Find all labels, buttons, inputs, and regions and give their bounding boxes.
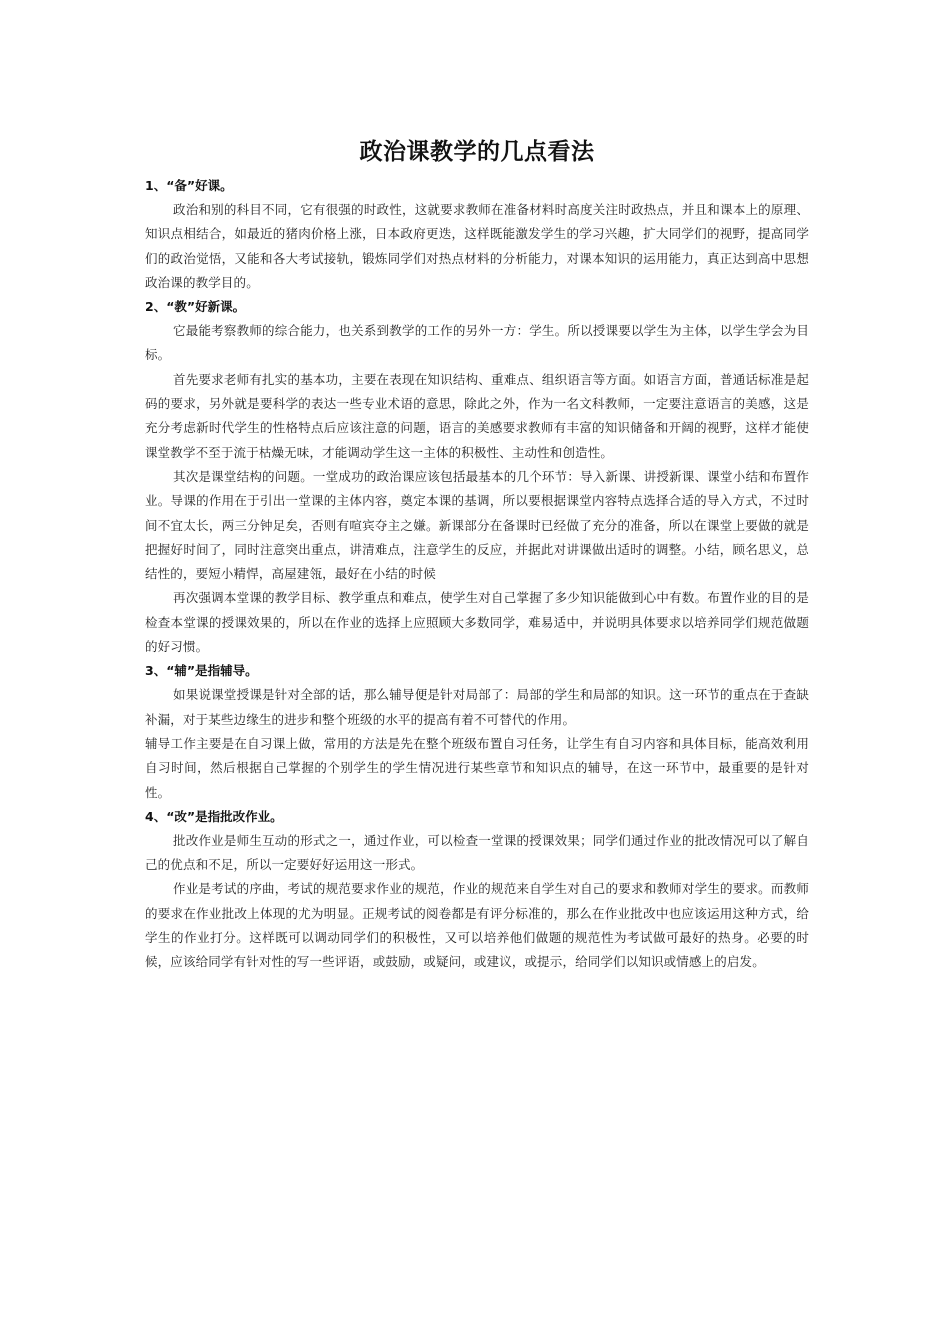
document-title: 政治课教学的几点看法 [359, 139, 595, 165]
paragraph: 批改作业是师生互动的形式之一，通过作业，可以检查一堂课的授课效果；同学们通过作业的批改情况可以了解自己的优点和不足，所以一定要好好运用这一形式。 [145, 832, 809, 873]
section-heading: 1、“备”好课。 [145, 178, 233, 193]
section-1 [145, 174, 809, 295]
paragraph: 它最能考察教师的综合能力，也关系到教学的工作的另外一方：学生。所以授课要以学生为主体，以学生学会为目标。 [145, 323, 809, 363]
paragraph: 如果说课堂授课是针对全部的话，那么辅导便是针对局部了：局部的学生和局部的知识。这一环节的重点在于查缺补漏，对于某些边缘生的进步和整个班级的水平的提高有着不可替代的作用。 [145, 687, 809, 727]
section-3 [145, 659, 809, 804]
paragraph: 首先要求老师有扎实的基本功，主要在表现在知识结构、重难点、组织语言等方面。如语言方面，普通话标准是起码的要求，另外就是要科学的表达一些专业术语的意思，除此之外，作为一名文科教师，一定要注意语言的美感，这是充分考虑新时代学生的性格特点后应该注意的问题，语言的美感要求教师有丰富的知识储备和开阔的视野，这样才能使课堂教学不至于流于枯燥无味，才能调动学生这一主体的积极性、主动性和创造性。 [145, 371, 809, 460]
paragraph: 政治和别的科目不同，它有很强的时政性，这就要求教师在准备材料时高度关注时政热点，并且和课本上的原理、知识点相结合，如最近的猪肉价格上涨，日本政府更迭，这样既能激发学生的学习兴趣，扩大同学们的视野，提高同学们的政治觉悟，又能和各大考试接轨，锻炼同学们对热点材料的分析能力，对课本知识的运用能力，真正达到高中思想政治课的教学目的。 [145, 202, 809, 290]
paragraph: 再次强调本堂课的教学目标、教学重点和难点，使学生对自己掌握了多少知识能做到心中有数。布置作业的目的是检查本堂课的授课效果的，所以在作业的选择上应照顾大多数同学，难易适中，并说明具体要求以培养同学们规范做题的好习惯。 [145, 590, 809, 655]
section-heading: 4、“改”是指批改作业。 [145, 808, 283, 824]
section-heading: 2、“教”好新课。 [145, 299, 246, 315]
document-page [145, 130, 809, 975]
section-2 [145, 295, 809, 659]
paragraph: 辅导工作主要是在自习课上做，常用的方法是先在整个班级布置自习任务，让学生有自习内容和具体目标，能高效利用自习时间，然后根据自己掌握的个别学生的学生情况进行某些章节和知识点的辅导，在这一环节中，最重要的是针对性。 [145, 735, 809, 800]
section-heading: 3、“辅”是指辅导。 [145, 663, 258, 679]
paragraph: 其次是课堂结构的问题。一堂成功的政治课应该包括最基本的几个环节：导入新课、讲授新课、课堂小结和布置作业。导课的作用在于引出一堂课的主体内容，奠定本课的基调，所以要根据课堂内容特点选择合适的导入方式，不过时间不宜太长，两三分钟足矣，否则有喧宾夺主之嫌。新课部分在备课时已经做了充分的准备，所以在课堂上要做的就是把握好时间了，同时注意突出重点，讲清难点，注意学生的反应，并据此对讲课做出适时的调整。小结，顾名思义，总结性的，要短小精悍，高屋建瓴，最好在小结的时候 [145, 468, 809, 582]
section-4 [145, 805, 809, 975]
paragraph: 作业是考试的序曲，考试的规范要求作业的规范，作业的规范来自学生对自己的要求和教师对学生的要求。而教师的要求在作业批改上体现的尤为明显。正规考试的阅卷都是有评分标准的，那么在作业批改中也应该运用这种方式，给学生的作业打分。这样既可以调动同学们的积极性，又可以培养他们做题的规范性为考试做可最好的热身。必要的时候，应该给同学有针对性的写一些评语，或鼓励，或疑问，或建议，或提示，给同学们以知识或情感上的启发。 [145, 881, 809, 970]
